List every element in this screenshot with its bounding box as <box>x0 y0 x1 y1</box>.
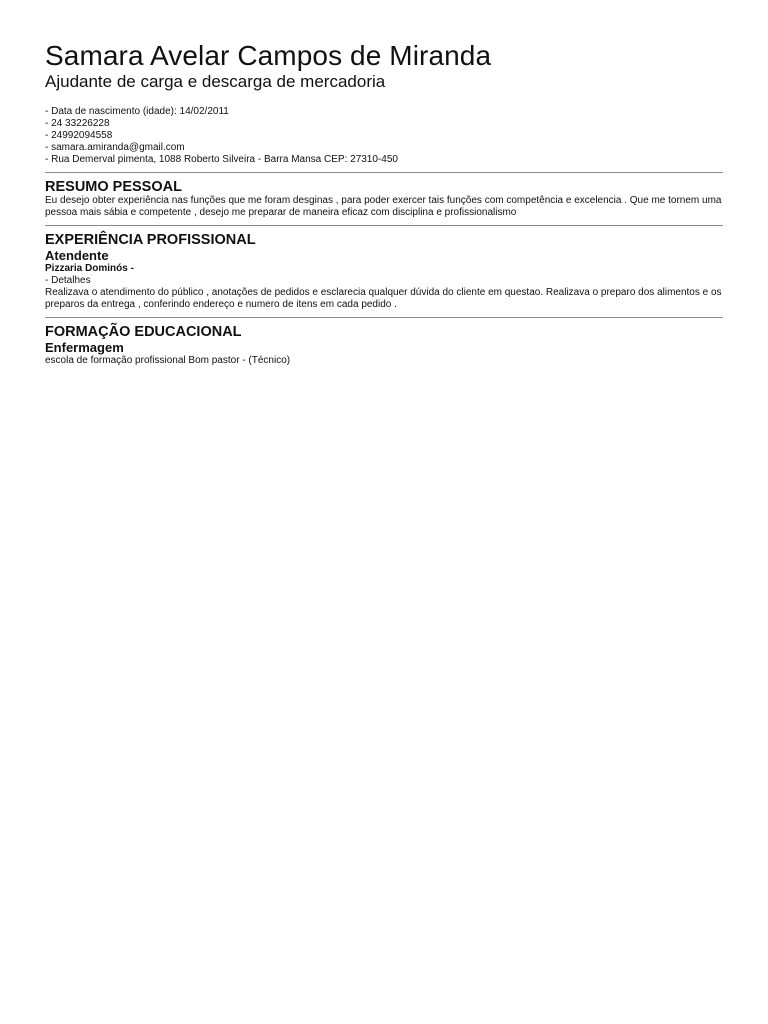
details-label: - Detalhes <box>45 275 91 286</box>
experience-section <box>45 232 723 311</box>
candidate-name: Samara Avelar Campos de Miranda <box>45 40 492 71</box>
school-name: escola de formação profissional Bom pastor - (Técnico) <box>45 355 291 366</box>
summary-section <box>45 179 723 219</box>
section-divider <box>45 172 723 173</box>
company-name: Pizzaria Dominós - <box>45 263 134 274</box>
mobile-number: - 24992094558 <box>45 130 113 141</box>
phone-number: - 24 33226228 <box>45 118 110 129</box>
candidate-role: Ajudante de carga e descarga de mercadoria <box>45 72 386 91</box>
summary-heading: RESUMO PESSOAL <box>45 179 182 195</box>
summary-text: Eu desejo obter experiência nas funções que me foram desginas , para poder exercer tais funções com competência e excelencia . Que me tornem uma pessoa mais sábia e competente , desejo me preparar de maneira eficaz com disciplina e profissionalismo <box>45 195 722 218</box>
education-section <box>45 324 723 367</box>
course-name: Enfermagem <box>45 340 124 355</box>
job-title: Atendente <box>45 248 109 263</box>
education-heading: FORMAÇÃO EDUCACIONAL <box>45 324 242 340</box>
details-text: Realizava o atendimento do público , anotações de pedidos e esclarecia qualquer dúvida do cliente em questao. Realizava o preparo dos alimentos e os preparos da entrega , conferindo endereço e numero de itens em cada pedido . <box>45 287 722 310</box>
section-divider <box>45 225 723 226</box>
experience-heading: EXPERIÊNCIA PROFISSIONAL <box>45 232 256 248</box>
home-address: - Rua Demerval pimenta, 1088 Roberto Silveira - Barra Mansa CEP: 27310-450 <box>45 154 398 165</box>
personal-info-list <box>45 106 723 166</box>
email-address: - samara.amiranda@gmail.com <box>45 142 185 153</box>
section-divider <box>45 317 723 318</box>
birth-date: - Data de nascimento (idade): 14/02/2011 <box>45 106 229 117</box>
